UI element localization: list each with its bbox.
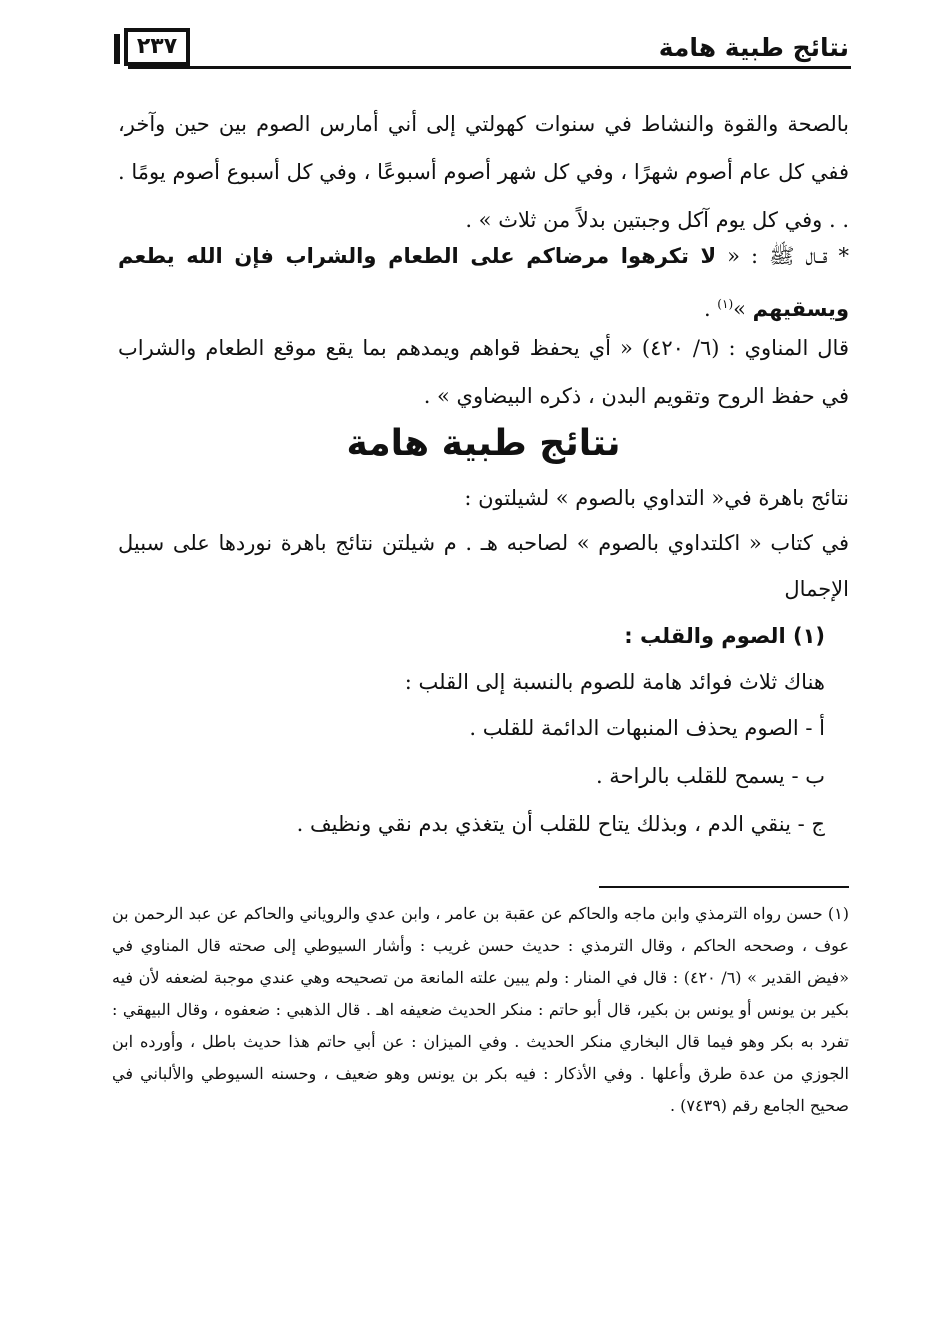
hadith-end: . (703, 297, 718, 321)
footnote: (١) حسن رواه الترمذي وابن ماجه والحاكم عن عقبة بن عامر ، وابن عدي والروياني والحاكم عن عبد الرحمن بن عوف ، وصححه الحاكم ، وقال الترمذي : حديث حسن غريب : وأشار السيوطي إلى صحته قال المناوي في «فيض القدير » (٦/ ٤٢٠) : قال في المنار : ولم يبين علته المانعة من تصحيحه وهي عندي موجبة لضعفه لأن فيه بكير بن يونس أو يونس بن بكير، قال أبو حاتم : منكر الحديث ضعيفه اهـ . قال الذهبي : ضعفوه ، وقال البيهقي : تفرد به بكر وهو فيما قال البخاري منكر الحديث . وفي الميزان : عن أبي حاتم هذا حديث باطل ، وأورده ابن الجوزي من عدة طرق وأعلها . وفي الأذكار : فيه بكر بن يونس وهو ضعيف ، وحسنه السيوطي والألباني في صحيح الجامع رقم (٧٤٣٩) . (112, 904, 850, 1115)
page-number: ٢٣٧ (124, 28, 190, 66)
intro-line: نتائج باهرة في« التداوي بالصوم » لشيلتون : (464, 486, 849, 510)
footnote-separator (599, 886, 849, 888)
munawi-commentary: قال المناوي : (٦/ ٤٢٠) « أي يحفظ قواهم ويمدهم بما يقع موقع الطعام والشراب في حفظ الروح وتقويم البدن ، ذكره البيضاوي » . (118, 336, 849, 408)
paragraph-continuation: بالصحة والقوة والنشاط في سنوات كهولتي إلى أني أمارس الصوم بين حين وآخر، ففي كل عام أصوم شهرًا ، وفي كل شهر أصوم أسبوعًا ، وفي كل أسبوع أصوم يومًا . . . وفي كل يوم آكل وجبتين بدلاً من ثلاث » . (118, 112, 849, 232)
hadith-prefix: * قــال ﷺ : « (727, 244, 849, 268)
list-item: ب - يسمح للقلب بالراحة . (595, 764, 825, 788)
list-intro: هناك ثلاث فوائد هامة للصوم بالنسبة إلى القلب : (404, 670, 825, 694)
shelton-paragraph: في كتاب « اكلتداوي بالصوم » لصاحبه هـ . م شيلتن نتائج باهرة نوردها على سبيل الإجمال (118, 531, 849, 601)
subheading-fasting-heart: (١) الصوم والقلب : (624, 624, 825, 648)
list-item: أ - الصوم يحذف المنبهات الدائمة للقلب . (469, 716, 825, 740)
section-title: نتائج طبية هامة (346, 423, 621, 464)
hadith-paragraph (118, 232, 849, 333)
running-head-title: نتائج طبية هامة (658, 33, 849, 62)
hadith-suffix: » (733, 297, 746, 321)
footnote-ref: (١) (717, 297, 734, 311)
hadith-text: لا تكرهوا مرضاكم على الطعام والشراب فإن الله يطعم ويسقيهم (118, 244, 849, 321)
list-item: ج - ينقي الدم ، وبذلك يتاح للقلب أن يتغذي بدم نقي ونظيف . (296, 812, 825, 836)
header-rule (128, 66, 851, 69)
